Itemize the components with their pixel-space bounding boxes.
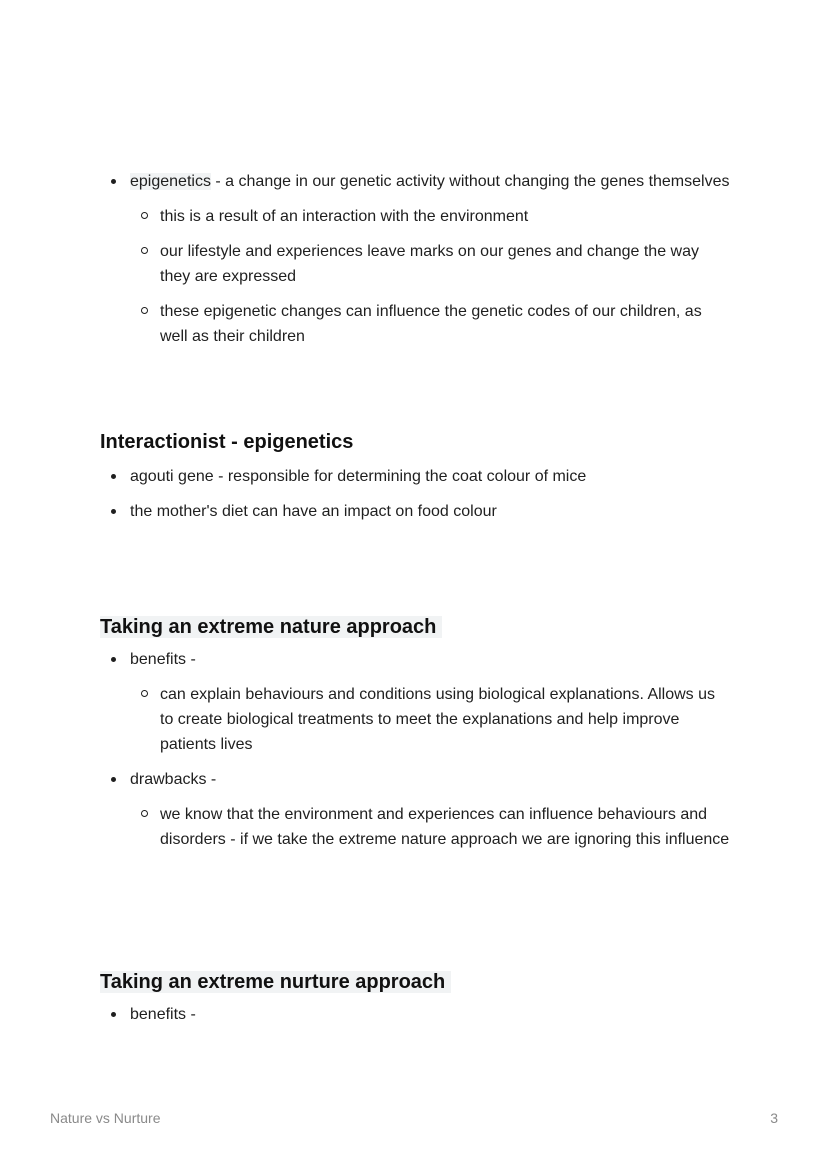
sub-list-item: [100, 802, 740, 852]
sub-list-item-text: we know that the environment and experiences can influence behaviours and disorders - if we take the extreme nature approach we are ignoring this influence: [160, 806, 730, 848]
bullet-dot-icon: [111, 777, 116, 782]
sub-list-item-text: our lifestyle and experiences leave marks on our genes and change the way they are expressed: [160, 243, 699, 285]
sub-list-item: [100, 204, 740, 229]
list-item-text: the mother's diet can have an impact on food colour: [130, 503, 497, 520]
list-item-text: - a change in our genetic activity without changing the genes themselves: [210, 173, 730, 190]
sub-list-item: [100, 239, 740, 289]
nature-approach-section: [100, 613, 740, 852]
interactionist-section: [100, 428, 740, 524]
sub-list-item-text: can explain behaviours and conditions using biological explanations. Allows us to create biological treatments to meet the explanations and help improve patients lives: [160, 686, 716, 753]
nurture-approach-section: [100, 968, 740, 1027]
sub-list-item-text: this is a result of an interaction with the environment: [160, 208, 529, 225]
bullet-circle-icon: [141, 247, 148, 254]
epigenetics-section: [100, 169, 740, 349]
list-item: [100, 169, 740, 194]
list-item-text: agouti gene - responsible for determining the coat colour of mice: [130, 468, 587, 485]
section-heading-text: Taking an extreme nature approach: [100, 616, 442, 638]
bullet-dot-icon: [111, 657, 116, 662]
list-item: [100, 767, 740, 792]
section-heading: [100, 968, 740, 996]
list-item: [100, 647, 740, 672]
list-item: [100, 1002, 740, 1027]
list-item: [100, 464, 740, 489]
sub-list-item: [100, 299, 740, 349]
bullet-dot-icon: [111, 179, 116, 184]
sub-list-item: [100, 682, 740, 757]
bullet-circle-icon: [141, 212, 148, 219]
bullet-dot-icon: [111, 509, 116, 514]
section-heading: [100, 613, 740, 641]
bullet-circle-icon: [141, 690, 148, 697]
section-heading-text: Taking an extreme nurture approach: [100, 971, 451, 993]
bullet-circle-icon: [141, 810, 148, 817]
list-item-text: benefits -: [130, 651, 196, 668]
bullet-dot-icon: [111, 1012, 116, 1017]
bullet-dot-icon: [111, 474, 116, 479]
list-item-text: drawbacks -: [130, 771, 217, 788]
list-item-text: benefits -: [130, 1006, 196, 1023]
term-epigenetics: epigenetics: [130, 173, 211, 190]
section-heading: Interactionist - epigenetics: [100, 431, 354, 453]
bullet-circle-icon: [141, 307, 148, 314]
footer-page-number: 3: [770, 1110, 778, 1126]
list-item: [100, 499, 740, 524]
footer-document-title: Nature vs Nurture: [50, 1110, 161, 1126]
sub-list-item-text: these epigenetic changes can influence the genetic codes of our children, as well as their children: [160, 303, 702, 345]
